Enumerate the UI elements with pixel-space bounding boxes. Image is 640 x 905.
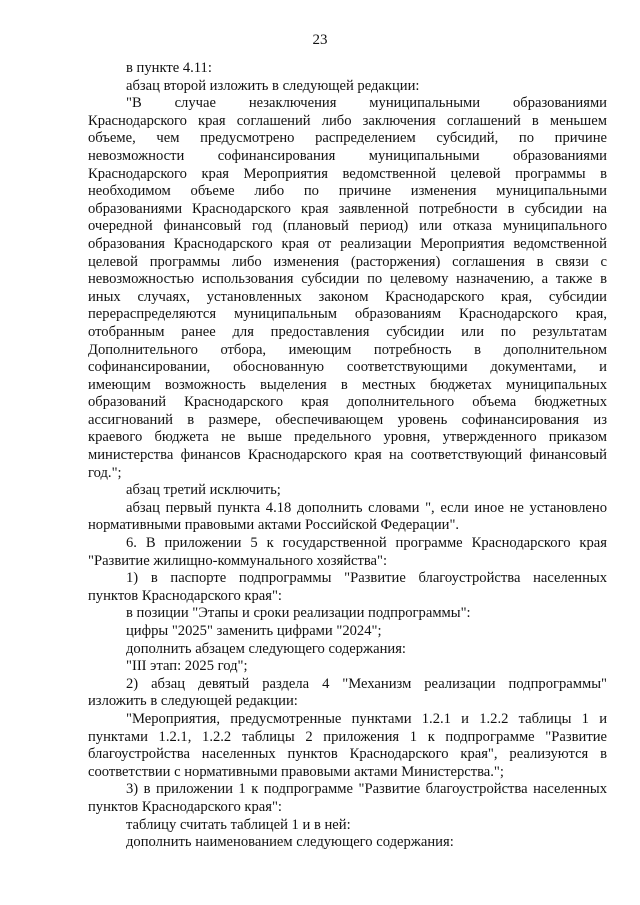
text-line: образований Краснодарского края дополнительного объема бюджетных [88,394,607,411]
text-line: "Мероприятия, предусмотренные пунктами 1.2.1 и 1.2.2 таблицы 1 и [126,710,607,727]
text-line: цифры "2025" заменить цифрами "2024"; [126,623,382,639]
text-line: соответствии с нормативными правовыми актами Министерства."; [88,763,504,780]
text-line: софинансировании, обоснованную соответствующими документами, и [88,359,607,376]
text-line: абзац первый пункта 4.18 дополнить словами ", если иное не установлено [126,499,607,516]
text-line: отобранным ранее для предоставления субсидии или по результатам [88,323,607,340]
text-line: очередной финансовый год (плановый период) или отказа муниципального [88,218,607,235]
text-line: невозможности софинансирования муниципальными образованиями [88,147,607,164]
text-line: пунктами 1.2.1, 1.2.2 таблицы 2 приложения 1 к подпрограмме "Развитие [88,728,607,745]
text-line: изложить в следующей редакции: [88,693,298,710]
text-line: "Развитие жилищно-коммунального хозяйства": [88,552,388,569]
text-line: краевого бюджета не выше предельного уровня, утвержденного приказом [88,429,607,446]
text-line: таблицу считать таблицей 1 и в ней: [126,816,351,833]
text-line: имеющим возможность выделения в местных бюджетах муниципальных [88,376,607,393]
text-line: образования Краснодарского края от реализации Мероприятия ведомственной [88,235,607,252]
text-line: абзац второй изложить в следующей редакции: [126,77,420,94]
text-line: 3) в приложении 1 к подпрограмме "Развитие благоустройства населенных [126,781,607,798]
text-line: Краснодарского края Мероприятия ведомственной целевой программы в [88,165,607,182]
text-line: дополнить наименованием следующего содержания: [126,834,454,851]
text-line: в пункте 4.11: [126,60,212,76]
text-line: целевой программы либо изменения (расторжения) соглашения в связи с [88,253,607,270]
text-line: пунктов Краснодарского края": [88,587,282,604]
text-line: в позиции "Этапы и сроки реализации подпрограммы": [126,605,471,622]
text-line: объеме, чем предусмотрено распределением субсидий, по причине [88,130,607,147]
text-line: "В случае незаключения муниципальными образованиями [126,95,607,112]
text-line: Краснодарского края соглашений либо заключения соглашений в меньшем [88,112,607,129]
text-line: иных случаях, установленных законом Краснодарского края, субсидии [88,288,607,305]
text-line: невозможностью использования субсидии по целевому назначению, а также в [88,271,607,288]
text-line: 6. В приложении 5 к государственной программе Краснодарского края [126,535,607,552]
text-line: необходимом объеме либо по причине изменения муниципальными [88,183,607,200]
page-number: 23 [312,32,328,48]
text-line: пунктов Краснодарского края": [88,798,282,815]
text-line: год."; [88,464,122,481]
text-line: дополнить абзацем следующего содержания: [126,640,406,657]
text-line: благоустройства населенных пунктов Краснодарского края", реализуются в [88,746,607,763]
text-line: 1) в паспорте подпрограммы "Развитие благоустройства населенных [126,570,607,587]
document-body [88,60,607,852]
text-line: ассигнований в размере, обеспечивающем уровень софинансирования из [88,411,607,428]
text-line: Дополнительного отбора, имеющим потребность в дополнительном [88,341,607,358]
text-line: перераспределяются муниципальным образованиям Краснодарского края, [88,306,607,323]
text-line: абзац третий исключить; [126,482,281,499]
text-line: образованиями Краснодарского края заявленной потребности в субсидии на [88,200,607,217]
text-line: министерства финансов Краснодарского края на соответствующий финансовый [88,447,607,464]
text-line: нормативными правовыми актами Российской Федерации". [88,517,460,534]
text-line: "III этап: 2025 год"; [126,658,248,675]
text-line: 2) абзац девятый раздела 4 "Механизм реализации подпрограммы" [126,675,607,692]
